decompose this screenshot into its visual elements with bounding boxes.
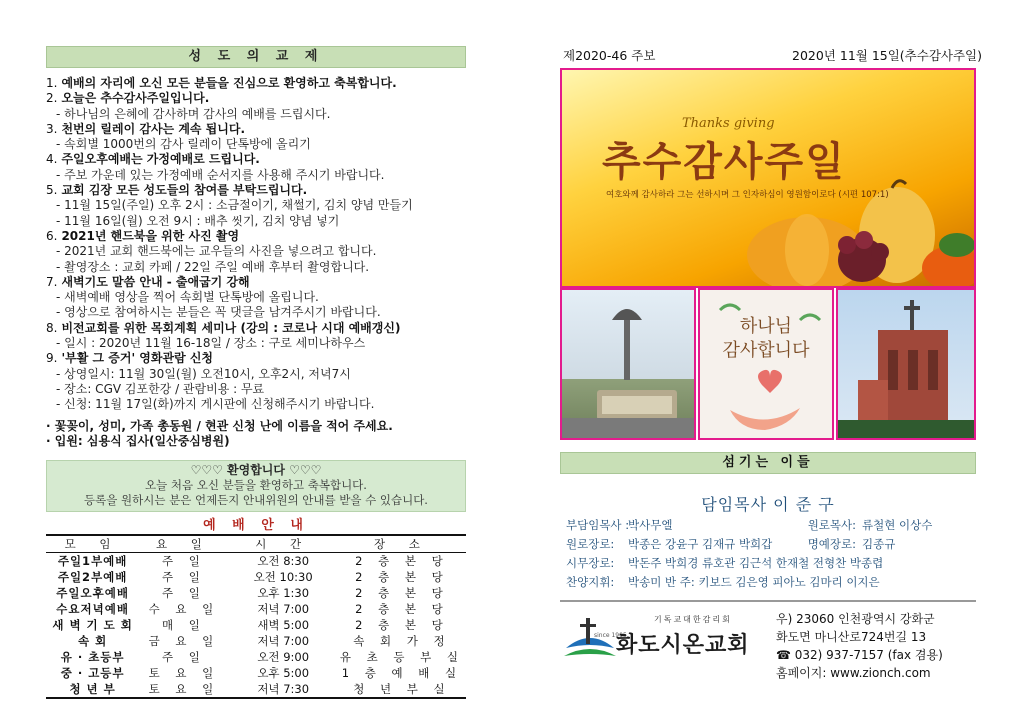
- church-address: [776, 610, 943, 682]
- news-item-title: 새벽기도 말씀 안내 - 출애굽기 강해: [61, 274, 250, 289]
- phone-line: ☎ 032) 937-7157 (fax 겸용): [776, 648, 943, 662]
- news-item-number: 8.: [46, 320, 58, 335]
- news-item-title: 비전교회를 위한 목회계획 세미나 (강의 : 코로나 시대 예배갱신): [61, 320, 401, 335]
- news-item-number: 9.: [46, 351, 58, 366]
- service-time: 저녁 7:00: [257, 602, 310, 616]
- service-place: 2 층 본 당: [355, 554, 449, 568]
- service-row: [46, 601, 466, 617]
- banner-verse: 여호와께 감사하라 그는 선하시며 그 인자하심이 영원함이로다 (시편 107:1): [606, 190, 889, 200]
- divider: [560, 600, 976, 602]
- news-item-title: 오늘은 추수감사주일입니다.: [61, 91, 210, 106]
- staff-role: 찬양지휘:: [566, 575, 615, 589]
- denomination: 기독교대한감리회: [654, 615, 732, 624]
- service-row: [46, 681, 466, 698]
- news-item-title: 천번의 릴레이 감사는 계속 됩니다.: [61, 121, 246, 136]
- news-item-detail: - 2021년 교회 핸드북에는 교우들의 사진을 넣으려고 합니다.: [56, 244, 377, 259]
- service-place: 1 층 예 배 실: [341, 666, 463, 680]
- staff-row: [566, 573, 932, 592]
- news-item-detail: - 촬영장소 : 교회 카페 / 22일 주일 예배 후부터 촬영합니다.: [56, 259, 370, 274]
- bulletin-date: 2020년 11월 15일(추수감사주일): [792, 48, 982, 63]
- thanksgiving-banner: [560, 68, 976, 288]
- service-name: 속 회: [78, 634, 108, 648]
- service-name: 유 · 초등부: [60, 650, 125, 664]
- news-item: [46, 275, 476, 290]
- service-time: 새벽 5:00: [257, 618, 310, 632]
- news-item-number: 6.: [46, 228, 58, 243]
- news-item-detail: - 11월 16일(월) 오전 9시 : 배추 씻기, 김치 양념 넣기: [56, 213, 340, 228]
- service-time: 오전 9:00: [257, 650, 310, 664]
- service-row: [46, 585, 466, 601]
- staff-role: 원로장로:: [566, 537, 615, 551]
- church-emblem-icon: [562, 614, 618, 666]
- service-day: 토 요 일: [148, 666, 220, 680]
- staff-role: 부담임목사 :: [566, 518, 630, 532]
- services-header: 요 일: [139, 535, 228, 553]
- news-item-title: 예배의 자리에 오신 모든 분들을 진심으로 환영하고 축복합니다.: [61, 76, 397, 90]
- news-item-title: 교회 김장 모든 성도들의 참여를 부탁드립니다.: [61, 183, 308, 198]
- welcome-line-1: 오늘 처음 오신 분들을 환영하고 축복합니다.: [145, 478, 367, 492]
- news-item-number: 3.: [46, 121, 58, 136]
- news-item: [46, 152, 476, 167]
- service-day: 주 일: [161, 650, 206, 664]
- service-time: 오전 10:30: [253, 570, 313, 584]
- welcome-title: ♡♡♡ 환영합니다 ♡♡♡: [190, 463, 322, 477]
- service-row: [46, 553, 466, 570]
- news-item: [46, 91, 476, 106]
- service-place: 2 층 본 당: [355, 618, 449, 632]
- news-item: [46, 183, 476, 198]
- staff-row: [566, 535, 932, 554]
- services-table: [46, 534, 466, 699]
- issue-number: 제2020-46 주보: [563, 48, 656, 63]
- staff-list: [566, 516, 932, 592]
- service-name: 주일2부예배: [57, 570, 128, 584]
- founded-year: since 1905: [594, 632, 627, 639]
- news-item-title: 주일오후예배는 가정예배로 드립니다.: [61, 152, 260, 167]
- service-day: 주 일: [161, 554, 206, 568]
- service-row: [46, 649, 466, 665]
- service-place: 2 층 본 당: [355, 602, 449, 616]
- staff-names: 박종은 강윤구 김재규 박희갑: [628, 537, 773, 551]
- service-time: 저녁 7:00: [257, 634, 310, 648]
- news-item-detail: - 새벽예배 영상을 찍어 속회별 단톡방에 올립니다.: [56, 290, 319, 305]
- service-day: 주 일: [161, 570, 206, 584]
- news-item-number: 2.: [46, 91, 58, 106]
- staff-names: 김종규: [862, 537, 896, 551]
- staff-role: 원로목사:: [807, 518, 856, 532]
- service-day: 주 일: [161, 586, 206, 600]
- news-item-detail: - 신청: 11월 17일(화)까지 게시판에 신청해주시기 바랍니다.: [56, 397, 375, 412]
- service-place: 2 층 본 당: [355, 570, 449, 584]
- staff-names: 박송미 반 주: 키보드 김은영 피아노 김마리 이지은: [628, 575, 880, 589]
- welcome-box: [46, 460, 466, 512]
- banner-title: 추수감사주일: [602, 139, 846, 185]
- news-item-detail: - 11월 15일(주일) 오후 2시 : 소금절이기, 채썰기, 김치 양념 만들기: [56, 198, 413, 213]
- service-row: [46, 617, 466, 633]
- service-time: 오전 8:30: [257, 554, 310, 568]
- news-item-detail: - 주보 가운데 있는 가정예배 순서지를 사용해 주시기 바랍니다.: [56, 167, 385, 182]
- service-time: 오후 5:00: [257, 666, 310, 680]
- service-time: 저녁 7:30: [229, 681, 338, 698]
- staff-role: 시무장로:: [566, 556, 615, 570]
- church-photo: [836, 288, 976, 440]
- service-place: 속 회 가 정: [353, 634, 451, 648]
- service-row: [46, 569, 466, 585]
- news-section-title: 성 도 의 교 제: [46, 46, 466, 68]
- service-day: 수 요 일: [148, 602, 220, 616]
- services-title: 예 배 안 내: [203, 518, 309, 533]
- news-item: [46, 76, 476, 91]
- news-list: [46, 76, 476, 449]
- services-header: 모 임: [46, 535, 139, 553]
- senior-pastor: 담임목사 이 준 구: [701, 495, 835, 514]
- service-row: [46, 633, 466, 649]
- services-header: 시 간: [229, 535, 338, 553]
- service-row: [46, 665, 466, 681]
- news-item-detail: - 영상으로 참여하시는 분들은 꼭 댓글을 남겨주시기 바랍니다.: [56, 305, 381, 320]
- service-name: 주일오후예배: [56, 586, 129, 600]
- service-day: 매 일: [161, 618, 206, 632]
- bell-photo: [560, 288, 696, 440]
- service-name: 새 벽 기 도 회: [52, 618, 133, 632]
- news-item-number: 1.: [46, 76, 58, 90]
- servants-section-title: 섬기는 이들: [560, 452, 976, 474]
- bell-tower-image: [562, 290, 694, 438]
- staff-names: 박돈주 박희경 류호관 김근석 한재철 전형찬 박종렵: [628, 556, 884, 570]
- service-name: 중 · 고등부: [60, 666, 125, 680]
- church-building-image: [838, 290, 974, 438]
- news-item-detail: - 장소: CGV 김포한강 / 관람비용 : 무료: [56, 381, 265, 396]
- staff-names: 류철현 이상수: [862, 518, 933, 532]
- card-line-1: 하나님: [739, 316, 793, 337]
- news-item-detail: - 일시 : 2020년 11월 16-18일 / 장소 : 구로 세미나하우스: [56, 336, 366, 351]
- news-item: [46, 321, 476, 336]
- welcome-line-2: 등록을 원하시는 분은 언제든지 안내위원의 안내를 받을 수 있습니다.: [84, 493, 428, 507]
- services-header: 장 소: [338, 535, 466, 553]
- thanksgiving-script: Thanks giving: [682, 116, 775, 131]
- church-name: 화도시온교회: [616, 633, 750, 658]
- news-item-number: 7.: [46, 274, 58, 289]
- address-line: 우) 23060 인천광역시 강화군: [776, 612, 935, 626]
- news-item-detail: - 속회별 1000번의 감사 릴레이 단톡방에 올리기: [56, 137, 311, 152]
- staff-role: 명예장로:: [807, 537, 856, 551]
- news-item-detail: - 상영일시: 11월 30일(월) 오전10시, 오후2시, 저녁7시: [56, 366, 351, 381]
- news-item: [46, 229, 476, 244]
- card-line-2: 감사합니다: [722, 340, 810, 361]
- news-item-title: 2021년 핸드북을 위한 사진 촬영: [61, 228, 240, 243]
- service-name: 주일1부예배: [57, 554, 128, 568]
- service-day: 토 요 일: [139, 681, 228, 698]
- left-column: [0, 0, 490, 724]
- service-time: 오후 1:30: [257, 586, 310, 600]
- staff-names: 박사무엘: [628, 518, 673, 532]
- service-place: 2 층 본 당: [355, 586, 449, 600]
- staff-row: [566, 554, 932, 573]
- staff-row: [566, 516, 932, 535]
- service-place: 청 년 부 실: [338, 681, 466, 698]
- notice-line: · 꽃꽂이, 성미, 가족 총동원 / 현관 신청 난에 이름을 적어 주세요.: [46, 418, 393, 433]
- church-logo: [562, 610, 772, 670]
- news-item-title: '부활 그 증거' 영화관람 신청: [61, 351, 214, 366]
- address-line: 화도면 마니산로724번길 13: [776, 630, 927, 644]
- thanks-card: [698, 288, 834, 440]
- service-day: 금 요 일: [148, 634, 220, 648]
- service-place: 유 초 등 부 실: [339, 650, 464, 664]
- service-name: 수요저녁예배: [56, 602, 129, 616]
- news-item-number: 4.: [46, 152, 58, 167]
- homepage-link[interactable]: 홈페이지: www.zionch.com: [776, 666, 931, 680]
- news-item: [46, 351, 476, 366]
- service-name: 청 년 부: [46, 681, 139, 698]
- notice-line: · 입원: 심용식 집사(일산중심병원): [46, 433, 230, 448]
- news-item-number: 5.: [46, 183, 58, 198]
- news-item: [46, 122, 476, 137]
- news-item-detail: - 하나님의 은혜에 감사하며 감사의 예배를 드립시다.: [56, 106, 331, 121]
